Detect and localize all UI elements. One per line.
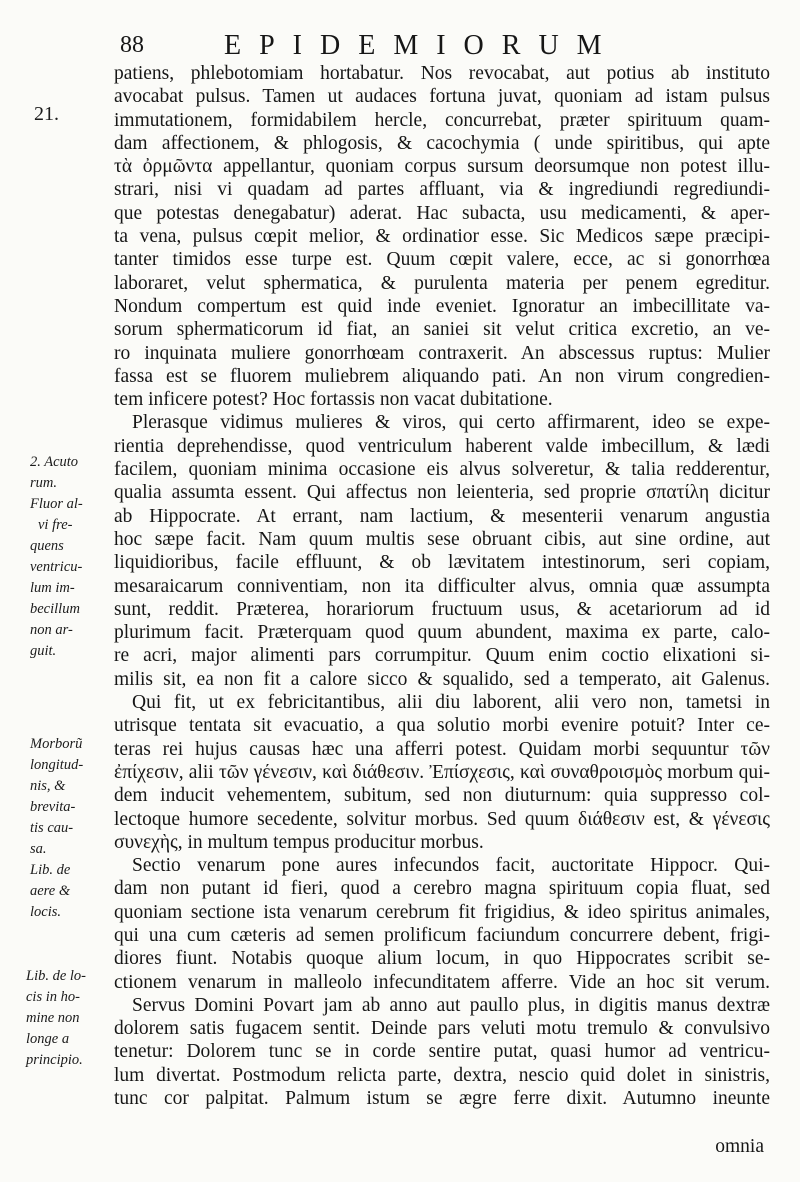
- body-text: [114, 62, 770, 1110]
- text-line: dam affectionem, & phlogosis, & cacochymia ( unde spiritibus, qui apte: [114, 132, 770, 154]
- margin-note: longitud-: [30, 757, 84, 773]
- text-line: utrisque tentata sit evacuatio, a qua solutio morbi evenire potuit? Inter ce-: [114, 715, 770, 737]
- text-line: dolorem satis fugacem sentit. Deinde pars veluti motu tremulo & convulsivo: [114, 1018, 770, 1040]
- text-line: συνεχὴς, in multum tempus producitur morbus.: [114, 831, 484, 853]
- text-line: plurimum facit. Præterquam quod quum abundent, maxima ex parte, calo-: [114, 622, 770, 644]
- text-line: Qui fit, ut ex febricitantibus, alii diu laborent, alii vero non, tametsi in: [132, 692, 770, 714]
- text-line: tanter timidos esse turpe est. Quum cœpit valere, ecce, ac si gonorrhœa: [114, 249, 770, 271]
- margin-note: sa.: [30, 841, 47, 857]
- margin-note: aere &: [30, 883, 71, 899]
- margin-note: guit.: [30, 643, 57, 659]
- text-line: laboraret, velut sphermatica, & purulenta materia per penem egreditur.: [114, 272, 770, 294]
- margin-note: mine non: [26, 1010, 80, 1026]
- text-line: patiens, phlebotomiam hortabatur. Nos revocabat, aut potius ab instituto: [114, 63, 770, 84]
- page-header: [120, 26, 760, 66]
- text-line: mesaraicarum conniventiam, non ita difficulter alvus, omnia quæ assumpta: [114, 575, 770, 597]
- running-title: EPIDEMIORUM: [224, 30, 620, 61]
- margin-note: cis in ho-: [26, 989, 80, 1005]
- text-line: ta vena, pulsus cœpit melior, & ordinatior esse. Sic Medicos sæpe præcipi-: [114, 226, 770, 248]
- text-line: qui una cum cæteris ad semen prolificum faciundum concurrere debent, frigi-: [114, 924, 770, 946]
- text-line: teras rei hujus causas hæc una afferri potest. Quidam morbi sequuntur τῶν: [114, 738, 770, 760]
- text-line: τὰ ὀρμῶντα appellantur, quoniam corpus sursum deorsumque non potest illu-: [114, 156, 770, 178]
- text-line: ἐπίχεσιν, alii τῶν γένεσιν, καὶ διάθεσιν. Ἐπίσχεσις, καὶ συναθροισμὸς morbum qui-: [114, 761, 770, 783]
- text-line: lectoque humore secedente, solvitur morbus. Sed quum διάθεσιν est, & γένεσις: [114, 808, 770, 830]
- margin-note: Fluor al-: [30, 496, 83, 512]
- text-line: Servus Domini Povart jam ab anno aut paullo plus, in digitis manus dextræ: [132, 994, 770, 1016]
- margin-note: 21.: [34, 103, 59, 125]
- margin-note: non ar-: [30, 622, 73, 638]
- text-line: re acri, major alimenti pars corrumpitur. Quum enim coctio elixationi si-: [114, 645, 770, 667]
- margin-note: rum.: [30, 475, 57, 491]
- margin-note: nis, &: [30, 778, 66, 794]
- text-line: diores fiunt. Notabis quoque alium locum, in quo Hippocrates scribit se-: [114, 948, 770, 970]
- margin-note: locis.: [30, 904, 62, 920]
- margin-note: brevita-: [30, 799, 76, 815]
- margin-note: Morborũ: [30, 736, 83, 752]
- text-line: que potestas denegabatur) aderat. Hac subacta, usu medicamenti, & aper-: [114, 202, 770, 224]
- margin-note: principio.: [26, 1052, 83, 1068]
- text-line: Plerasque vidimus mulieres & viros, qui certo affirmarent, ideo se expe-: [132, 412, 770, 434]
- text-line: avocabat pulsus. Tamen ut audaces fortuna juvat, quoniam ad istam pulsus: [114, 86, 770, 108]
- text-line: ab Hippocrate. At errant, nam lactium, & mesenterii venarum angustia: [114, 505, 770, 527]
- text-line: Nondum compertum est quid inde eveniet. Ignoratur an imbecillitate va-: [114, 295, 770, 317]
- text-line: liquidioribus, facile effluunt, & ob lævitatem intestinorum, seri copiam,: [114, 552, 770, 574]
- text-line: qualia assumta essent. Qui affectus non leienteria, sed proprie σπατίλη dicitur: [114, 482, 770, 504]
- text-line: Sectio venarum pone aures infecundos facit, auctoritate Hippocr. Qui-: [132, 855, 770, 877]
- text-line: dam non putant id fieri, quod a cerebro magna spirituum copia fluat, sed: [114, 878, 770, 900]
- margin-note: longe a: [26, 1031, 70, 1047]
- margin-note: lum im-: [30, 580, 75, 596]
- text-line: facilem, quoniam minima occasione eis alvus solveretur, & talia redderentur,: [114, 459, 770, 481]
- margin-note: becillum: [30, 601, 80, 617]
- text-line: milis sit, ea non fit a calore sicco & squalido, sed a temperato, ait Galenus.: [114, 668, 770, 690]
- catchword: omnia: [715, 1136, 764, 1157]
- text-line: lum divertat. Postmodum relicta parte, dextra, nescio quid dolet in sinistris,: [114, 1064, 770, 1086]
- text-line: sunt, reddit. Præterea, horariorum fructuum usus, & acetariorum ad id: [114, 598, 770, 620]
- text-line: ro inquinata muliere gonorrhœam contraxerit. An abscessus ruptus: Mulier: [114, 342, 770, 364]
- text-line: immutationem, formidabilem hercle, concurrebat, præter spirituum quam-: [114, 109, 770, 131]
- text-line: tunc cor palpitat. Palmum istum se ægre ferre dixit. Autumno ineunte: [114, 1088, 770, 1110]
- margin-note: Lib. de lo-: [26, 968, 87, 984]
- margin-note: ventricu-: [30, 559, 83, 575]
- text-line: fassa est se fluorem muliebrem aliquando pati. An non virum congredien-: [114, 365, 770, 387]
- text-line: hoc sæpe facit. Nam quum multis sese obruant cibis, aut sine ordine, aut: [114, 528, 770, 550]
- text-line: tenetur: Dolorem tunc se in corde sentire putat, quasi humor ad ventricu-: [114, 1041, 770, 1063]
- text-line: dem inducit vehementem, subitum, sed non diuturnum: quia suppresso col-: [114, 785, 770, 807]
- margin-note: Lib. de: [30, 862, 71, 878]
- margin-note: vi fre-: [38, 517, 73, 533]
- text-line: rientia deprehendisse, quod ventriculum haberent valde imbecillum, & lædi: [114, 435, 770, 457]
- text-line: strari, nisi vi quadam ad partes affluant, via & ingrediundi regrediundi-: [114, 179, 770, 201]
- margin-note: quens: [30, 538, 64, 554]
- margin-note: 2. Acuto: [30, 454, 79, 470]
- page-number: 88: [120, 32, 144, 58]
- text-line: tem inficere potest? Hoc fortassis non vacat dubitatione.: [114, 389, 553, 411]
- text-line: ctionem venarum in malleolo infecunditatem afferre. Vide an hoc sit verum.: [114, 971, 770, 993]
- text-line: quoniam sectione ista venarum cerebrum fit frigidius, & ideo spiritus animales,: [114, 901, 770, 923]
- text-line: sorum sphermaticorum id fiat, an saniei sit velut critica excretio, an ve-: [114, 319, 770, 341]
- margin-note: tis cau-: [30, 820, 74, 836]
